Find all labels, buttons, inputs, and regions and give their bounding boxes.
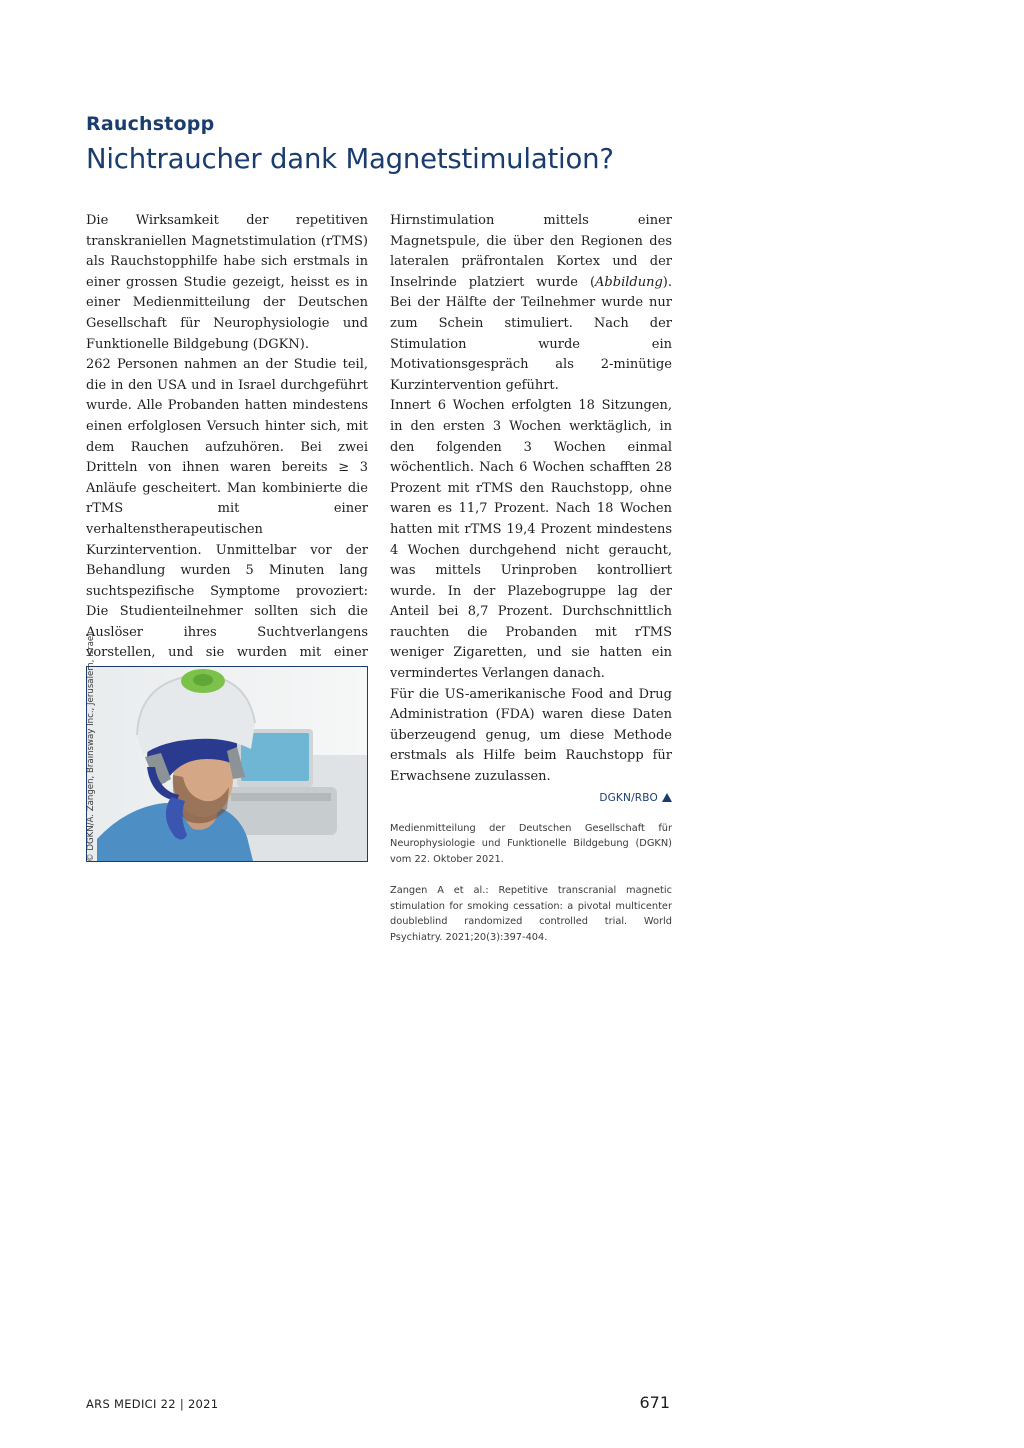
left-column bbox=[86, 211, 368, 705]
right-column bbox=[390, 211, 672, 945]
end-triangle-icon bbox=[662, 793, 672, 802]
body-paragraph-4: Innert 6 Wochen erfolgten 18 Sitzungen, in den ersten 3 Wochen werktäglich, in den folgenden 3 Wochen einmal wöchentlich. Nach 6 Wochen schafften 28 Prozent mit rTMS den Rauchstopp, ohne waren es 11,7 Prozent. Nach 18 Wochen hatten mit rTMS 19,4 Prozent mindestens 4 Wochen durchgehend nicht geraucht, was mittels Urinproben kontrolliert wurde. In der Plazebogruppe lag der Anteil bei 8,7 Prozent. Durchschnittlich rauchten die Probanden mit rTMS weniger Zigaretten, und sie hatten ein vermindertes Verlangen danach. bbox=[390, 398, 672, 682]
author-signature: DGKN/RBO bbox=[599, 791, 658, 804]
body-paragraph-3 bbox=[390, 211, 672, 396]
body-paragraph-1: Die Wirksamkeit der repetitiven transkraniellen Magnetstimulation (rTMS) als Rauchstopphilfe habe sich erstmals in einer grossen Studie gezeigt, heisst es in einer Medienmitteilung der Deutschen Gesellschaft für Neurophysiologie und Funktionelle Bildgebung (DGKN). bbox=[86, 213, 368, 352]
reference-1: Medienmitteilung der Deutschen Gesellschaft für Neurophysiologie und Funktionelle Bildgebung (DGKN) vom 22. Oktober 2021. bbox=[390, 822, 672, 865]
page-number: 671 bbox=[639, 1393, 670, 1412]
figure-photo bbox=[86, 666, 368, 862]
body-paragraph-2: 262 Personen nahmen an der Studie teil, die in den USA und in Israel durchgeführt wurde. Alle Probanden hatten mindestens einen erfolglosen Versuch hinter sich, mit dem Rauchen aufzuhören. Bei zwei Dritteln von ihnen waren bereits ≥ 3 Anläufe gescheitert. Man kombinierte die rTMS mit einer verhaltenstherapeutischen Kurzintervention. Unmittelbar vor der Behandlung wurden 5 Minuten lang suchtspezifische Symptome provoziert: Die Studienteilnehmer sollten sich die Auslöser ihres Suchtverlangens vorstellen, und sie wurden mit einer bbox=[86, 357, 368, 661]
article-title: Nichtraucher dank Magnetstimulation? bbox=[86, 143, 614, 175]
reference-2: Zangen A et al.: Repetitive transcranial magnetic stimulation for smoking cessation: a pivotal multicenter doubleblind randomized controlled trial. World Psychiatry. 2021;20(3):397-404. bbox=[390, 885, 672, 943]
paragraph-3-text-a: Hirnstimulation mittels einer Magnetspule, die über den Regionen des lateralen präfrontalen Kortex und der Inselrinde platziert wurde ( bbox=[390, 213, 672, 290]
article-kicker: Rauchstopp bbox=[86, 113, 215, 135]
author-signature-line bbox=[390, 786, 672, 805]
photo-credit: © DGKN/A. Zangen, Brainsway Inc., Jerusalem, Israel bbox=[86, 633, 96, 862]
footer-journal: ARS MEDICI 22 | 2021 bbox=[86, 1397, 219, 1411]
body-paragraph-5: Für die US-amerikanische Food and Drug Administration (FDA) waren diese Daten überzeugend genug, um diese Methode erstmals als Hilfe beim Rauchstopp für Erwachsene zuzulassen. bbox=[390, 686, 672, 785]
tms-helmet-illustration bbox=[87, 667, 367, 861]
figure-reference: Abbildung bbox=[595, 274, 663, 290]
paragraph-3-text-b: ). Bei der Hälfte der Teilnehmer wurde nur zum Schein stimuliert. Nach der Stimulation wurde ein Motivationsgespräch als 2-minütige Kurzintervention geführt. bbox=[390, 274, 672, 393]
